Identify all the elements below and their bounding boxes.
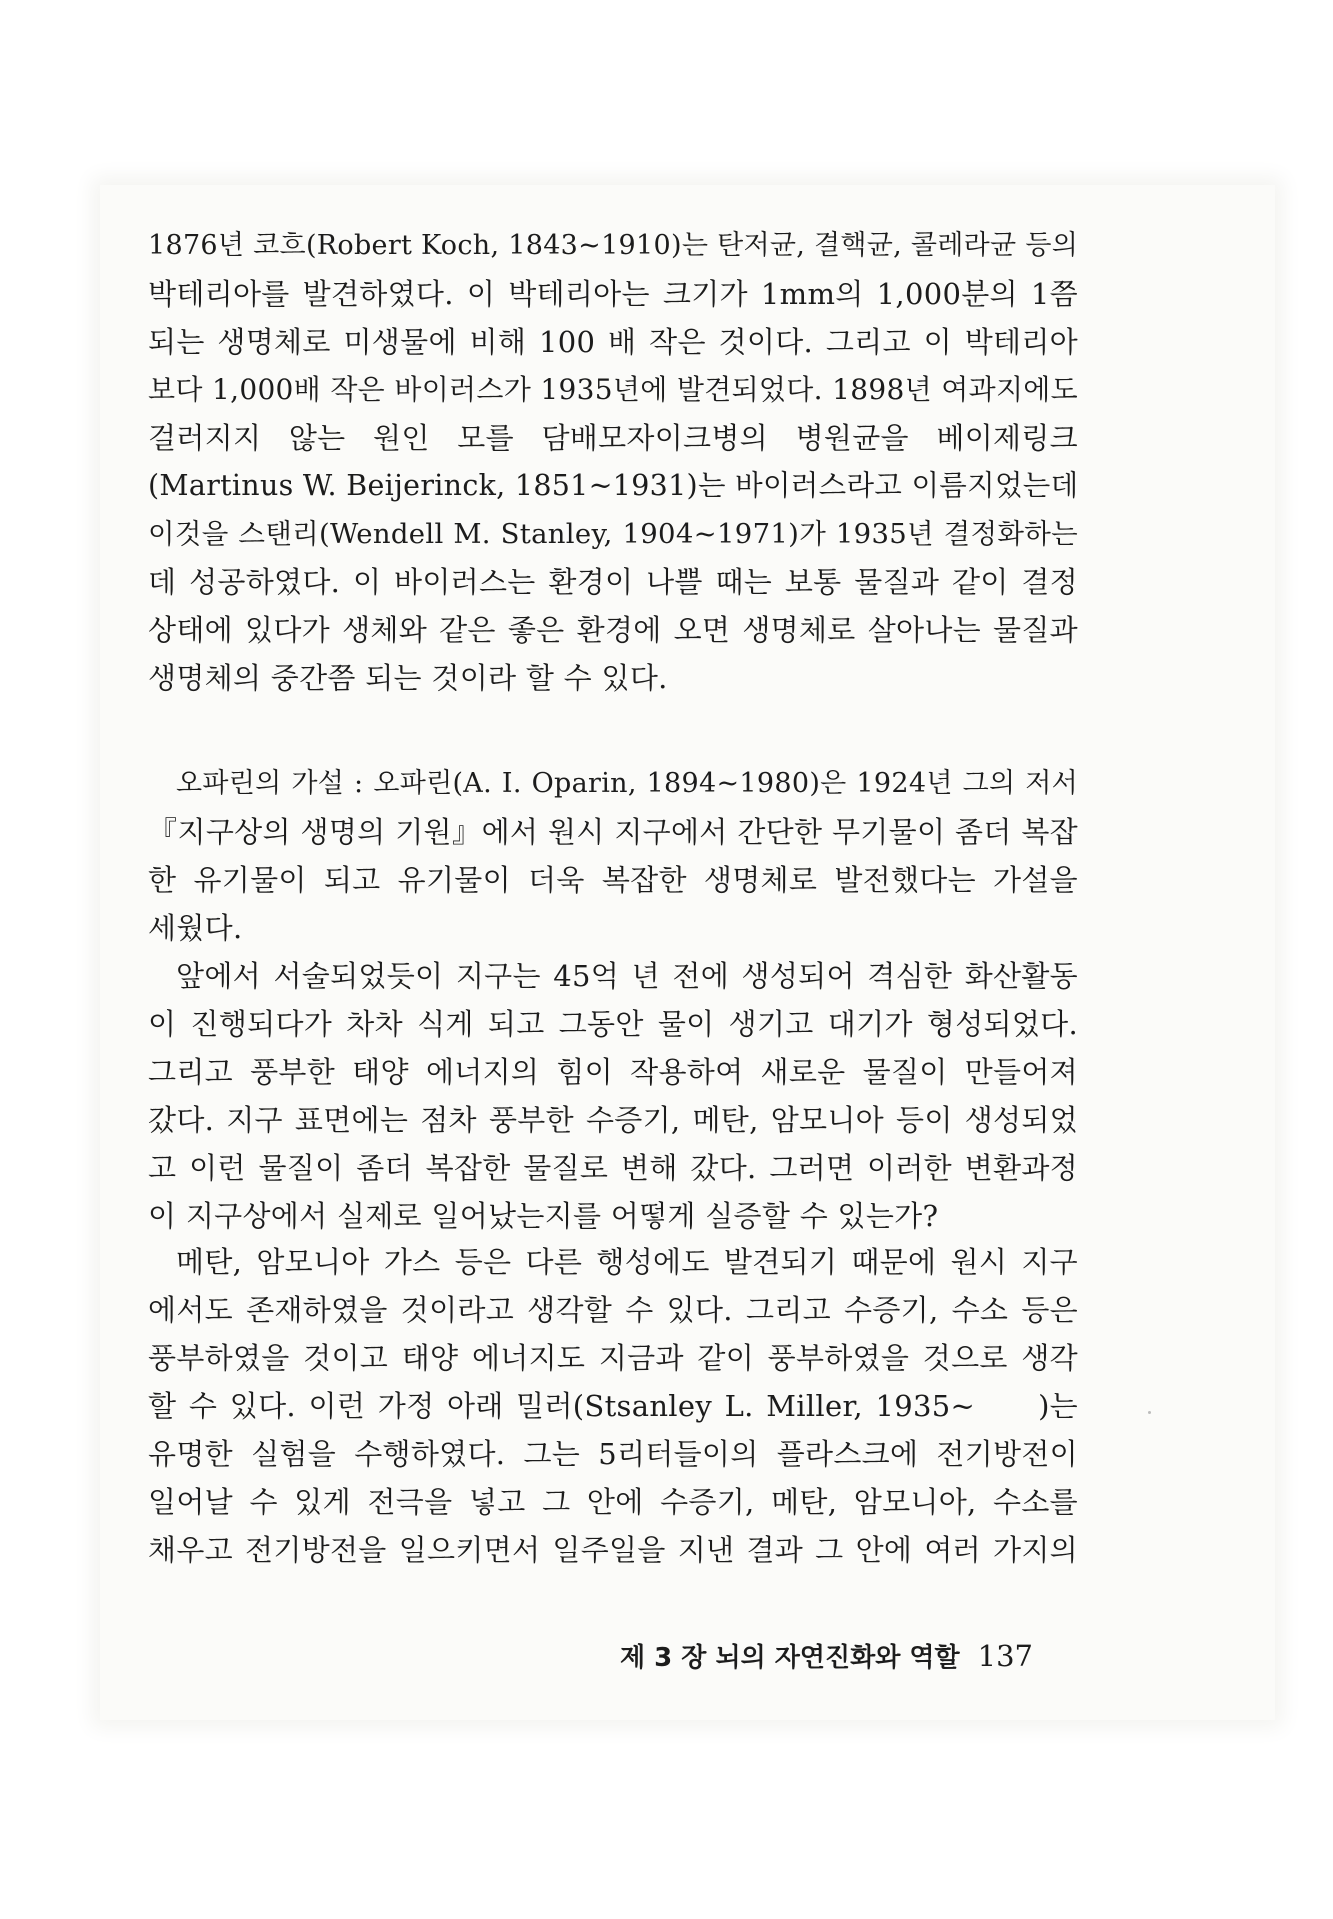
text-line: (Martinus W. Beijerinck, 1851~1931)는 바이러스라고 이름지었는데	[148, 469, 1079, 502]
text-line: 박테리아를 발견하였다. 이 박테리아는 크기가 1mm의 1,000분의 1쯤	[148, 277, 1078, 311]
text-line: 한 유기물이 되고 유기물이 더욱 복잡한 생명체로 발전했다는 가설을	[148, 863, 1078, 897]
text-line: 일어날 수 있게 전극을 넣고 그 안에 수증기, 메탄, 암모니아, 수소를	[148, 1485, 1078, 1519]
text-line: 이것을 스탠리(Wendell M. Stanley, 1904~1971)가 1935년 결정화하는	[148, 518, 1078, 550]
paragraph-koch-bacteria	[148, 222, 1078, 702]
text-line: 상태에 있다가 생체와 같은 좋은 환경에 오면 생명체로 살아나는 물질과	[148, 613, 1078, 647]
page-number: 137	[977, 1639, 1033, 1673]
text-line: 『지구상의 생명의 기원』에서 원시 지구에서 간단한 무기물이 좀더 복잡	[148, 815, 1078, 849]
text-line: 갔다. 지구 표면에는 점차 풍부한 수증기, 메탄, 암모니아 등이 생성되었	[148, 1103, 1078, 1137]
text-line: 앞에서 서술되었듯이 지구는 45억 년 전에 생성되어 격심한 화산활동	[176, 959, 1078, 993]
paragraph-oparin-hypothesis	[148, 760, 1078, 952]
text-line: 채우고 전기방전을 일으키면서 일주일을 지낸 결과 그 안에 여러 가지의	[148, 1533, 1078, 1567]
scan-speck	[1148, 1411, 1151, 1414]
text-line: 에서도 존재하였을 것이라고 생각할 수 있다. 그리고 수증기, 수소 등은	[148, 1293, 1078, 1327]
chapter-title: 제 3 장 뇌의 자연진화와 역할	[620, 1643, 960, 1673]
text-line: 메탄, 암모니아 가스 등은 다른 행성에도 발견되기 때문에 원시 지구	[176, 1245, 1078, 1279]
text-line: 풍부하였을 것이고 태양 에너지도 지금과 같이 풍부하였을 것으로 생각	[148, 1341, 1078, 1375]
text-line: 걸러지지 않는 원인 모를 담배모자이크병의 병원균을 베이제링크	[148, 421, 1078, 455]
text-line: 이 지구상에서 실제로 일어났는지를 어떻게 실증할 수 있는가?	[148, 1199, 939, 1233]
page-footer	[620, 1637, 1040, 1674]
text-line: 오파린의 가설 : 오파린(A. I. Oparin, 1894~1980)은 1924년 그의 저서	[176, 768, 1078, 799]
text-line: 보다 1,000배 작은 바이러스가 1935년에 발견되었다. 1898년 여과지에도	[148, 373, 1078, 406]
text-line: 그리고 풍부한 태양 에너지의 힘이 작용하여 새로운 물질이 만들어져	[148, 1055, 1078, 1089]
text-line: 유명한 실험을 수행하였다. 그는 5리터들이의 플라스크에 전기방전이	[148, 1437, 1078, 1471]
text-line: 세웠다.	[148, 911, 243, 945]
text-line: 생명체의 중간쯤 되는 것이라 할 수 있다.	[148, 661, 668, 695]
text-line: 할 수 있다. 이런 가정 아래 밀러(Stsanley L. Miller, 1935~ )는	[148, 1389, 1078, 1423]
paragraph-early-earth	[148, 952, 1078, 1240]
text-line: 데 성공하였다. 이 바이러스는 환경이 나쁠 때는 보통 물질과 같이 결정	[148, 565, 1078, 599]
text-line: 고 이런 물질이 좀더 복잡한 물질로 변해 갔다. 그러면 이러한 변환과정	[148, 1151, 1078, 1185]
text-line: 되는 생명체로 미생물에 비해 100 배 작은 것이다. 그리고 이 박테리아	[148, 325, 1078, 359]
text-line: 1876년 코흐(Robert Koch, 1843~1910)는 탄저균, 결핵균, 콜레라균 등의	[148, 230, 1079, 261]
text-line: 이 진행되다가 차차 식게 되고 그동안 물이 생기고 대기가 형성되었다.	[148, 1007, 1078, 1041]
paragraph-miller-experiment	[148, 1238, 1078, 1574]
